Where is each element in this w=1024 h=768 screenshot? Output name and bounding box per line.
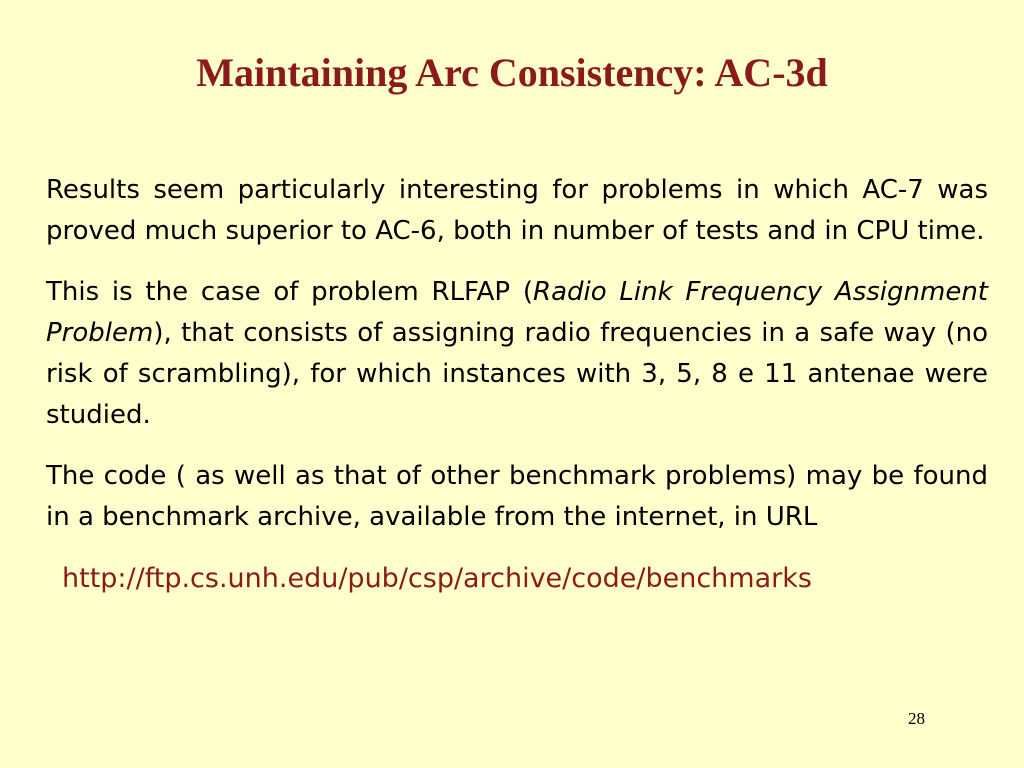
paragraph-rlfap [46,272,988,436]
paragraph-rlfap-rest: ), that consists of assigning radio frequencies in a safe way (no risk of scrambling), for which instances with 3, 5, 8 e 11 antenae were studied. [46,318,988,430]
page-number: 28 [908,709,925,728]
rlfap-expansion: Radio Link Frequency Assignment Problem [46,277,989,348]
paragraph-results: Results seem particularly interesting for problems in which AC-7 was proved much superior to AC-6, both in number of tests and in CPU time. [46,175,988,246]
slide-body [46,170,988,599]
paragraph-rlfap-intro: This is the case of problem RLFAP ( [46,277,533,307]
slide-title: Maintaining Arc Consistency: AC-3d [196,50,828,95]
benchmark-url: http://ftp.cs.unh.edu/pub/csp/archive/code/benchmarks [62,563,812,594]
paragraph-code: The code ( as well as that of other benchmark problems) may be found in a benchmark archive, available from the internet, in URL [46,461,988,532]
